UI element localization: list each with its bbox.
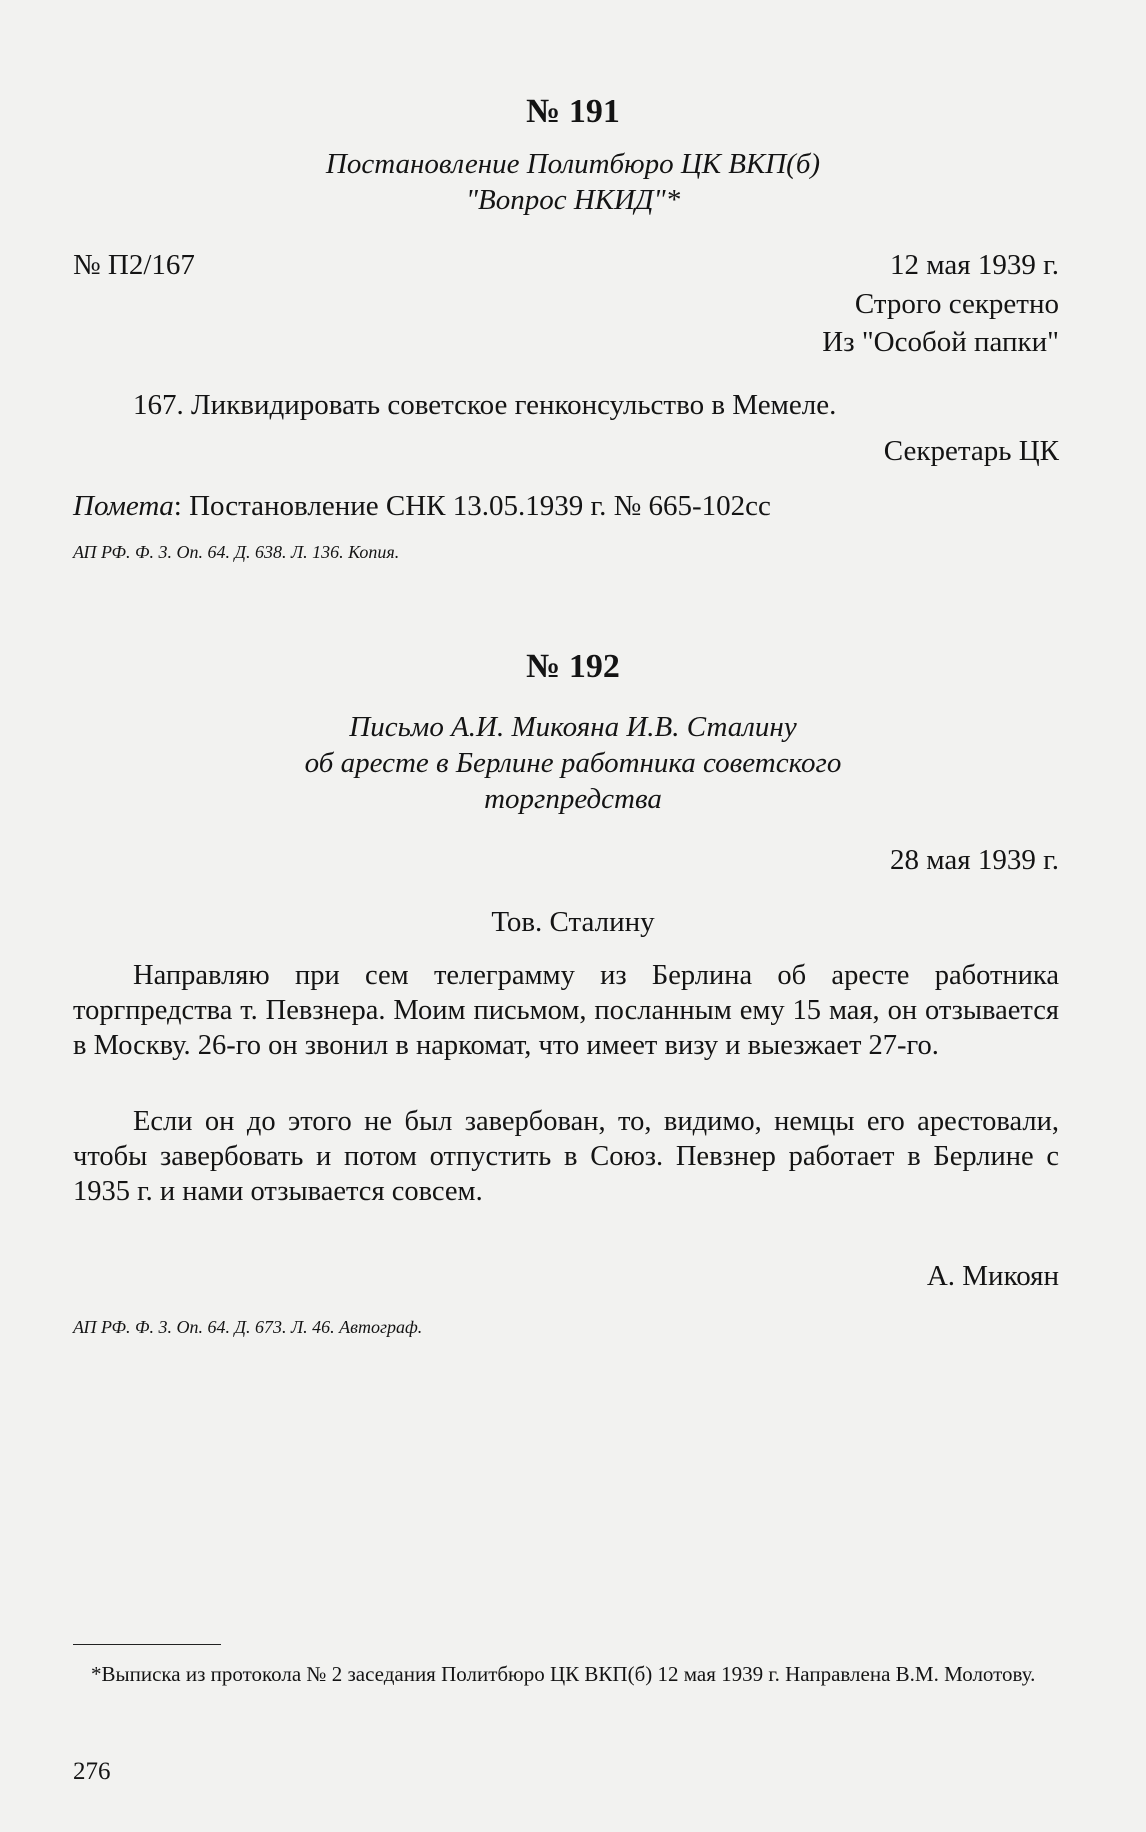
doc192-number: № 192 — [526, 648, 620, 685]
doc191-note-text: : Постановление СНК 13.05.1939 г. № 665-102сс — [173, 490, 771, 522]
doc191-archive: АП РФ. Ф. 3. Оп. 64. Д. 638. Л. 136. Копия. — [73, 542, 400, 562]
doc191-title-line1: Постановление Политбюро ЦК ВКП(б) — [325, 148, 821, 180]
doc191-signature: Секретарь ЦК — [883, 435, 1059, 467]
doc192-signature: А. Микоян — [926, 1260, 1059, 1292]
doc192-paragraph2: Если он до этого не был завербован, то, видимо, немцы его арестовали, чтобы завербовать и потом отпустить в Союз. Певзнер работает в Берлине с 1935 г. и нами отзывается совсем. — [73, 1106, 1059, 1207]
doc192-title-line2: об аресте в Берлине работника советского — [304, 747, 842, 779]
doc191-note-label: Пометa — [73, 490, 174, 522]
doc192-addressee: Тов. Сталину — [491, 906, 655, 938]
doc192-date: 28 мая 1939 г. — [890, 844, 1059, 876]
doc191-origin: Из "Особой папки" — [822, 326, 1059, 358]
doc192-archive: АП РФ. Ф. 3. Оп. 64. Д. 673. Л. 46. Автограф. — [73, 1317, 423, 1337]
doc192-title-line3: торгпредства — [484, 783, 662, 815]
doc192-title-line1: Письмо А.И. Микояна И.В. Сталину — [349, 711, 797, 743]
footnote-divider — [73, 1644, 221, 1645]
doc191-classification: Строго секретно — [854, 288, 1059, 320]
footnote: *Выписка из протокола № 2 заседания Политбюро ЦК ВКП(б) 12 мая 1939 г. Направлена В.М. Молотову. — [91, 1662, 1036, 1686]
doc191-ref-number: № П2/167 — [73, 249, 195, 281]
doc192-paragraph1: Направляю при сем телеграмму из Берлина об аресте работника торгпредства т. Певзнера. Моим письмом, посланным ему 15 мая, он отзывается в Москву. 26-го он звонил в наркомат, что имеет визу и выезжает 27-го. — [73, 960, 1059, 1061]
page-number: 276 — [73, 1758, 111, 1785]
doc191-number: № 191 — [526, 93, 620, 130]
doc191-note — [73, 488, 771, 524]
doc191-resolution: 167. Ликвидировать советское генконсульство в Мемеле. — [133, 389, 837, 421]
doc191-date: 12 мая 1939 г. — [890, 249, 1059, 281]
doc191-title-line2: "Вопрос НКИД"* — [465, 184, 681, 216]
